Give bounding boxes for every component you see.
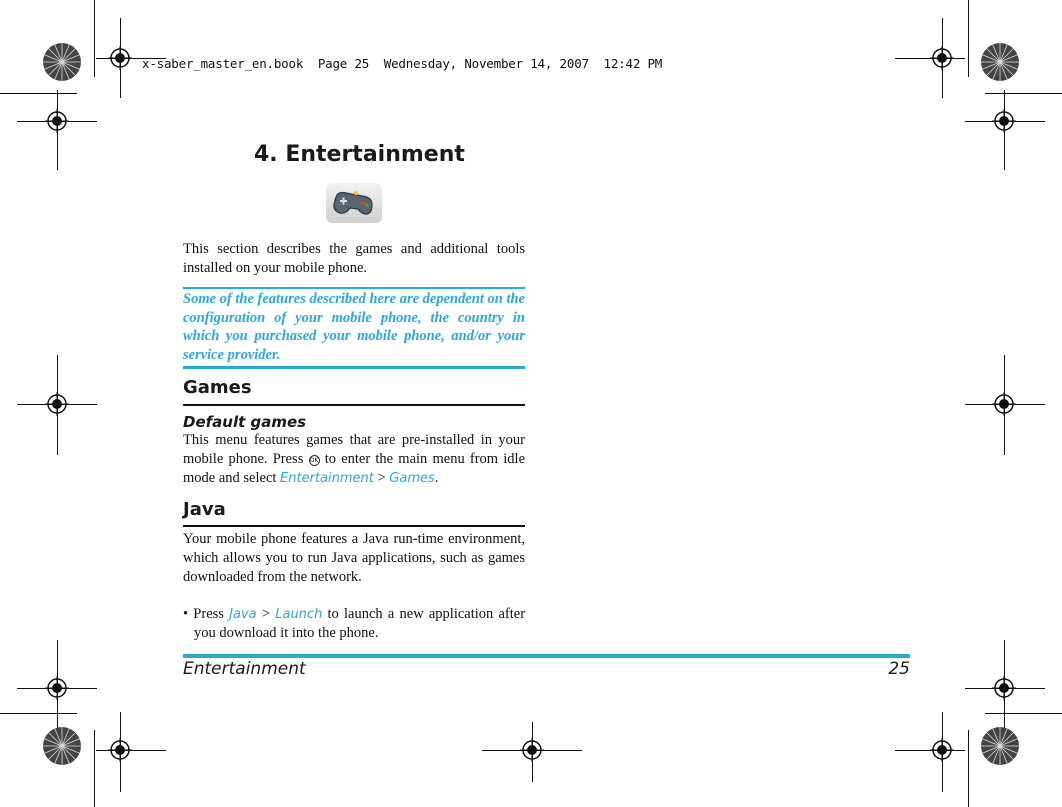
section-heading-games: Games bbox=[183, 377, 252, 398]
registration-target-icon bbox=[45, 392, 69, 416]
registration-target-icon bbox=[930, 46, 954, 70]
section-heading-java: Java bbox=[183, 499, 226, 520]
starburst-mark-icon bbox=[980, 726, 1020, 766]
java-bullet-item bbox=[183, 605, 525, 643]
intro-paragraph: This section describes the games and additional tools installed on your mobile phone. bbox=[183, 241, 525, 276]
games-text-middle: to enter the main menu from idle mode and select bbox=[183, 451, 526, 486]
bullet-icon: • bbox=[183, 606, 189, 622]
registration-target-icon bbox=[520, 738, 544, 762]
registration-target-icon bbox=[992, 676, 1016, 700]
java-bullet-after: to launch a new application after you download it into the phone. bbox=[194, 606, 526, 641]
print-slug-line: x-saber_master_en.book Page 25 Wednesday, November 14, 2007 12:42 PM bbox=[142, 56, 663, 71]
starburst-mark-icon bbox=[980, 42, 1020, 82]
footer-section-title: Entertainment bbox=[183, 659, 306, 679]
games-text-end: . bbox=[434, 470, 439, 486]
starburst-mark-icon bbox=[42, 42, 82, 82]
menu-separator: > bbox=[377, 470, 386, 486]
ok-key-icon: OK bbox=[309, 457, 319, 464]
chapter-title: 4. Entertainment bbox=[254, 142, 465, 167]
menu-separator: > bbox=[261, 606, 271, 622]
section-rule bbox=[183, 525, 525, 527]
starburst-mark-icon bbox=[42, 726, 82, 766]
registration-target-icon bbox=[992, 109, 1016, 133]
registration-target-icon bbox=[108, 738, 132, 762]
games-paragraph bbox=[183, 431, 525, 488]
menu-games: Games bbox=[389, 471, 435, 486]
menu-launch: Launch bbox=[275, 607, 323, 622]
menu-entertainment: Entertainment bbox=[280, 471, 374, 486]
gamepad-icon bbox=[326, 183, 382, 223]
note-bottom-rule bbox=[183, 366, 525, 369]
registration-target-icon bbox=[930, 738, 954, 762]
menu-java: Java bbox=[229, 607, 257, 622]
registration-target-icon bbox=[108, 46, 132, 70]
registration-target-icon bbox=[45, 676, 69, 700]
subheading-default-games: Default games bbox=[183, 413, 307, 431]
section-rule bbox=[183, 404, 525, 406]
note-top-rule bbox=[183, 287, 525, 289]
java-bullet-before: Press bbox=[193, 606, 224, 622]
footer-rule bbox=[183, 654, 910, 658]
note-paragraph: Some of the features described here are dependent on the configuration of your mobile phone, the country in which you purchased your mobile phone, and/or your service provider. bbox=[183, 291, 525, 363]
page-number: 25 bbox=[888, 659, 910, 679]
registration-target-icon bbox=[992, 392, 1016, 416]
registration-target-icon bbox=[45, 109, 69, 133]
java-paragraph: Your mobile phone features a Java run-time environment, which allows you to run Java applications, such as games downloaded from the network. bbox=[183, 531, 525, 585]
games-text-before: This menu features games that are pre-installed in your mobile phone. Press bbox=[183, 432, 525, 467]
